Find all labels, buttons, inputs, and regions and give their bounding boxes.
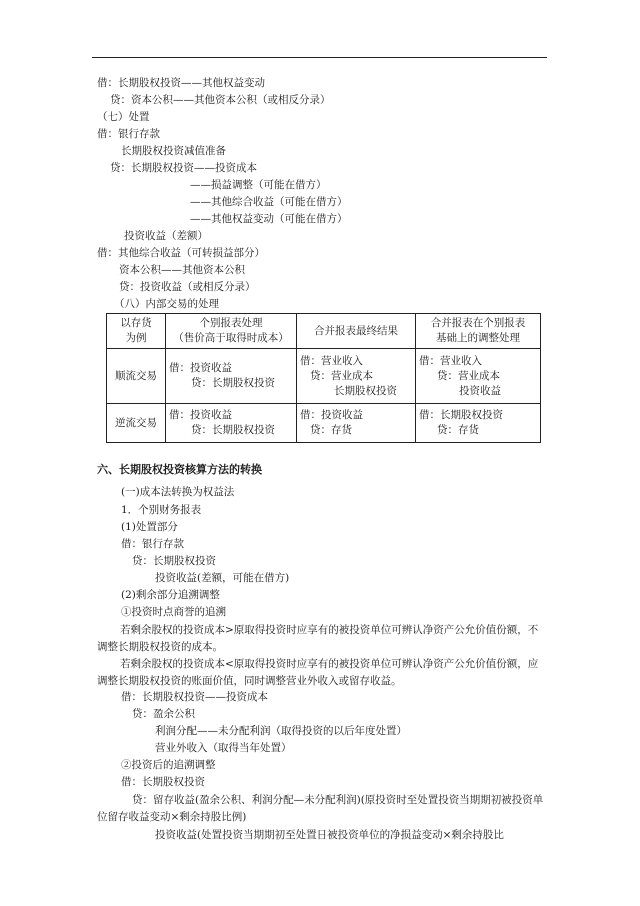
- cell-text: 长期股权投资: [334, 384, 397, 397]
- text-line: ①投资时点商誉的追溯: [121, 606, 226, 618]
- cell-text: 贷：长期股权投资: [191, 377, 275, 389]
- entry-line: 借：银行存款: [97, 128, 160, 140]
- entry-line: 贷：长期股权投资——投资成本: [110, 162, 257, 174]
- header-text: 合并报表在个别报表: [430, 317, 526, 329]
- cell-text: 借：营业收入: [419, 354, 482, 367]
- entry-line: 借：长期股权投资——其他权益变动: [97, 77, 265, 89]
- cell-text: 贷：存货: [437, 424, 479, 436]
- cell-text: 贷：营业成本: [310, 369, 373, 382]
- text-line: 借：长期股权投资——投资成本: [121, 691, 268, 703]
- cell-text: 投资收益: [459, 384, 501, 397]
- text-line: 借：银行存款: [121, 538, 184, 550]
- subsection-heading: （七）处置: [97, 111, 150, 123]
- table-header-cell: [166, 314, 297, 349]
- cell-text: 借：投资收益: [300, 409, 363, 421]
- text-line: ②投资后的追溯调整: [121, 759, 216, 771]
- paragraph: 若剩余股权的投资成本>原取得投资时应享有的被投资单位可辨认净资产公允价值份额，不调整长期股权投资的成本。: [97, 624, 539, 653]
- table-cell: [416, 404, 541, 443]
- table-cell: [166, 404, 297, 443]
- text-line: 借：长期股权投资: [121, 776, 205, 788]
- entry-line: 借：其他综合收益（可转损益部分）: [97, 247, 265, 259]
- internal-transaction-table: [106, 313, 541, 443]
- cell-text: 贷：存货: [310, 424, 352, 436]
- row-label: 逆流交易: [107, 404, 166, 443]
- cell-text: 借：营业收入: [300, 354, 363, 367]
- cell-text: 贷：长期股权投资: [191, 424, 275, 436]
- entry-line: 投资收益（差额）: [124, 230, 208, 242]
- table-cell: [297, 404, 416, 443]
- header-text: 个别报表处理: [199, 317, 263, 329]
- table-cell: [297, 349, 416, 404]
- header-text: 以存货: [120, 317, 152, 329]
- header-rule: [92, 57, 547, 58]
- paragraph: 若剩余股权的投资成本<原取得投资时应享有的被投资单位可辨认净资产公允价值份额，应调整长期股权投资的账面价值，同时调整营业外收入或留存收益。: [97, 658, 539, 687]
- text-line: (1)处置部分: [121, 521, 178, 533]
- subsection-heading: （八）内部交易的处理: [114, 298, 219, 310]
- row-label: 顺流交易: [107, 349, 166, 404]
- entry-line: 资本公积——其他资本公积: [119, 264, 245, 276]
- paragraph: 贷：留存收益(盈余公积、利润分配—未分配利润)(原投资时至处置投资当期期初被投资单位留存收益变动×剩余持股比例): [97, 794, 544, 823]
- entry-line: 贷：资本公积——其他资本公积（或相反分录）: [110, 94, 331, 106]
- cell-text: 贷：营业成本: [437, 369, 500, 382]
- header-text: 合并报表最终结果: [314, 324, 398, 337]
- cell-text: 借：投资收益: [169, 362, 232, 374]
- cell-text: 借：长期股权投资: [419, 409, 503, 421]
- table-cell: [166, 349, 297, 404]
- header-text: 基础上的调整处理: [436, 332, 520, 344]
- entry-line: ——损益调整（可能在借方）: [190, 179, 327, 191]
- table-row: [107, 349, 541, 404]
- header-text: 为例: [125, 332, 147, 344]
- cell-text: 借：投资收益: [169, 409, 232, 421]
- text-line: 营业外收入（取得当年处置）: [155, 742, 292, 754]
- text-line: 利润分配——未分配利润（取得投资的以后年度处置）: [155, 725, 407, 737]
- text-line: 投资收益(处置投资当期期初至处置日被投资单位的净损益变动×剩余持股比: [155, 829, 504, 841]
- text-line: 贷：盈余公积: [132, 708, 195, 720]
- text-line: (一)成本法转换为权益法: [121, 486, 235, 498]
- header-text: （售价高于取得时成本）: [173, 332, 289, 344]
- table-cell: [416, 349, 541, 404]
- table-header-cell: [297, 314, 416, 349]
- section-heading: 六、长期股权投资核算方法的转换: [97, 463, 262, 476]
- table-row: [107, 404, 541, 443]
- text-line: 贷：长期股权投资: [132, 555, 216, 567]
- text-line: (2)剩余部分追溯调整: [121, 589, 220, 601]
- table-header-cell: [107, 314, 166, 349]
- entry-line: ——其他权益变动（可能在借方）: [190, 213, 348, 225]
- text-line: 投资收益(差额，可能在借方): [155, 572, 290, 584]
- entry-line: ——其他综合收益（可能在借方）: [190, 196, 348, 208]
- table-header-cell: [416, 314, 541, 349]
- entry-line: 贷：投资收益（或相反分录）: [119, 281, 256, 293]
- text-line: 1．个别财务报表: [121, 504, 202, 516]
- entry-line: 长期股权投资减值准备: [121, 145, 226, 157]
- table-header-row: [107, 314, 541, 349]
